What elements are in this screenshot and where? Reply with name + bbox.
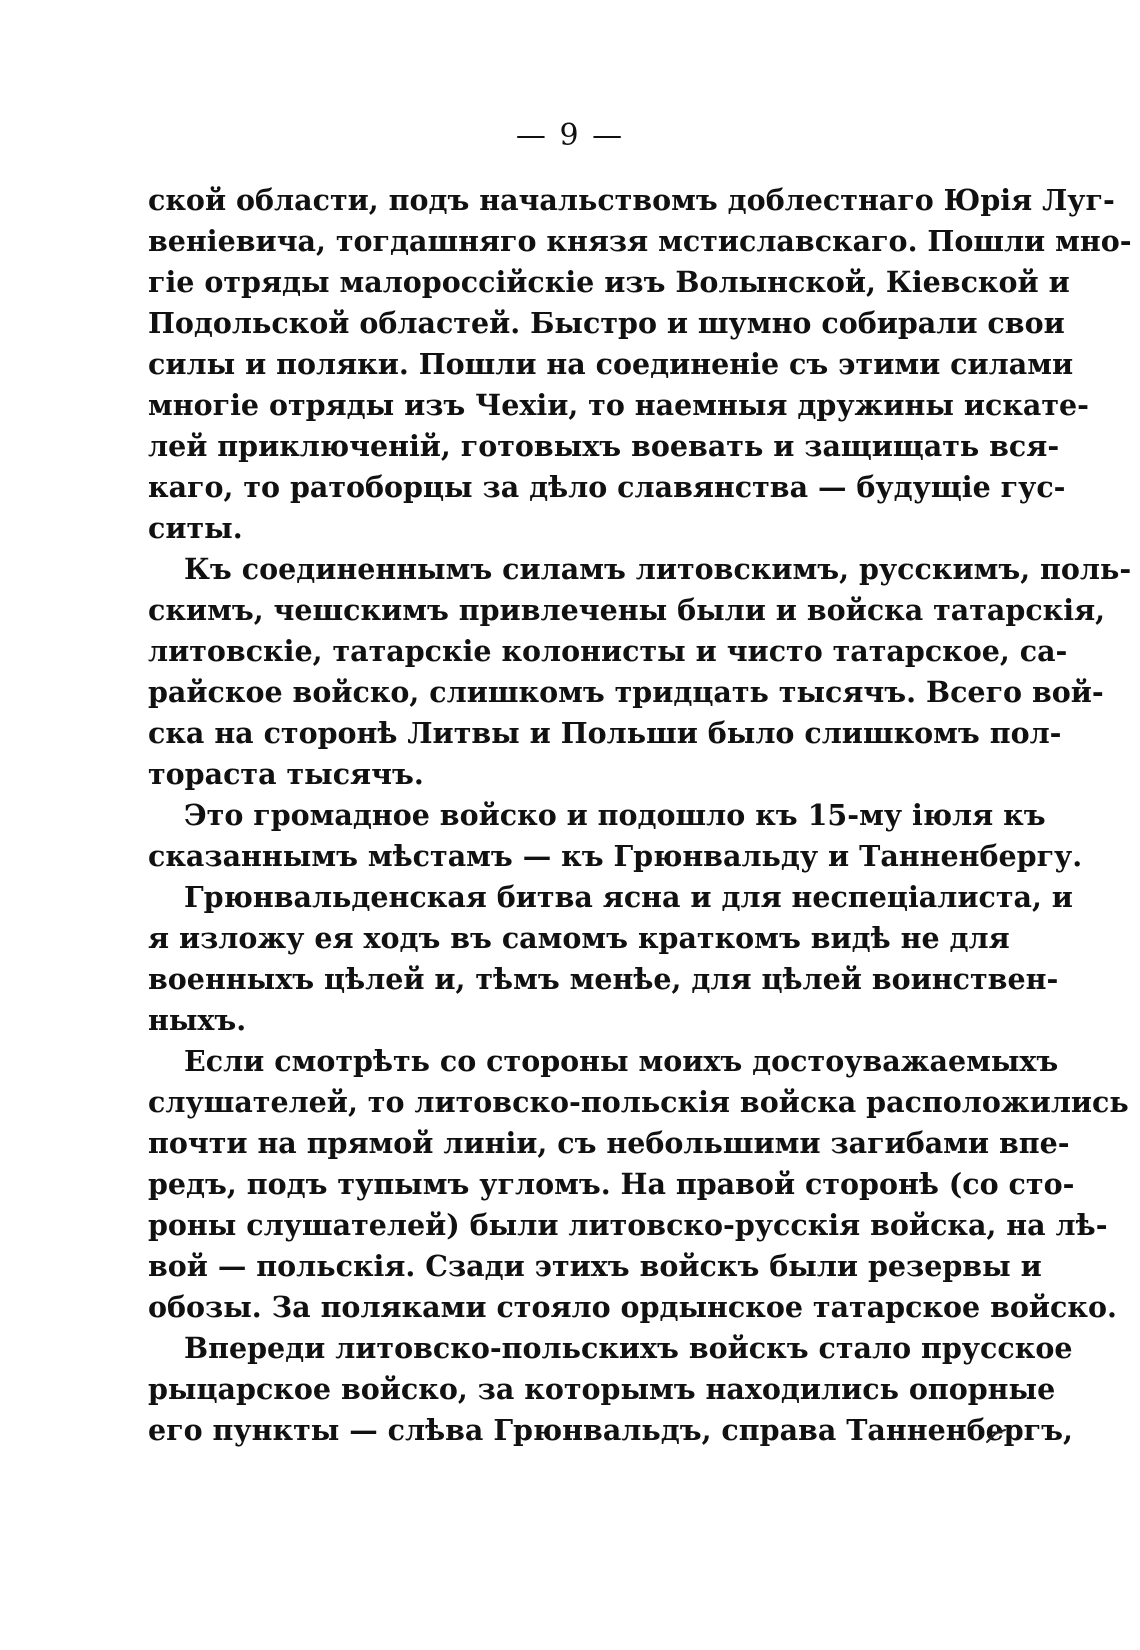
paragraph-4 xyxy=(148,877,1073,1041)
text-line: литовскіе, татарскіе колонисты и чисто татарское, са- xyxy=(148,634,1068,668)
paragraph-3 xyxy=(148,795,1083,877)
paragraph-1 xyxy=(148,180,1132,549)
text-line: вой — польскія. Сзади этихъ войскъ были резервы и xyxy=(148,1249,1042,1283)
text-line: тораста тысячъ. xyxy=(148,757,424,791)
text-line: обозы. За поляками стояло ордынское татарское войско. xyxy=(148,1290,1117,1324)
text-line: Если смотрѣть со стороны моихъ достоуважаемыхъ xyxy=(184,1044,1059,1078)
paragraph-5 xyxy=(148,1041,1129,1328)
text-line: Подольской областей. Быстро и шумно собирали свои xyxy=(148,306,1065,340)
scan-speck-mark xyxy=(985,1428,1009,1444)
text-line: многіе отряды изъ Чехіи, то наемныя дружины искате- xyxy=(148,388,1089,422)
text-line: веніевича, тогдашняго князя мстиславскаго. Пошли мно- xyxy=(148,224,1132,258)
text-line: лей приключеній, готовыхъ воевать и защищать вся- xyxy=(148,429,1060,463)
text-line: слушателей, то литовско-польскія войска расположились xyxy=(148,1085,1129,1119)
text-line: рыцарское войско, за которымъ находились опорные xyxy=(148,1372,1056,1406)
text-line: ска на сторонѣ Литвы и Польши было слишкомъ пол- xyxy=(148,716,1062,750)
body-text xyxy=(148,180,1132,1451)
text-line: почти на прямой линіи, съ небольшими загибами впе- xyxy=(148,1126,1070,1160)
text-line: роны слушателей) были литовско-русскія войска, на лѣ- xyxy=(148,1208,1108,1242)
text-line: ситы. xyxy=(148,511,243,545)
text-line: его пункты — слѣва Грюнвальдъ, справа Танненбергъ, xyxy=(148,1413,1073,1447)
text-line: Къ соединеннымъ силамъ литовскимъ, русскимъ, поль- xyxy=(184,552,1132,586)
paragraph-2 xyxy=(148,549,1132,795)
paragraph-6 xyxy=(148,1328,1073,1451)
text-line: Впереди литовско-польскихъ войскъ стало прусское xyxy=(184,1331,1073,1365)
text-line: гіе отряды малороссійскіе изъ Волынской, Кіевской и xyxy=(148,265,1070,299)
text-line: военныхъ цѣлей и, тѣмъ менѣе, для цѣлей воинствен- xyxy=(148,962,1059,996)
text-line: Грюнвальденская битва ясна и для неспеціалиста, и xyxy=(184,880,1073,914)
text-line: силы и поляки. Пошли на соединеніе съ этими силами xyxy=(148,347,1074,381)
text-line: ской области, подъ начальствомъ доблестнаго Юрія Луг- xyxy=(148,183,1115,217)
text-line: ныхъ. xyxy=(148,1003,247,1037)
text-line: редъ, подъ тупымъ угломъ. На правой сторонѣ (со сто- xyxy=(148,1167,1075,1201)
text-line: каго, то ратоборцы за дѣло славянства — будущіе гус- xyxy=(148,470,1066,504)
text-line: скимъ, чешскимъ привлечены были и войска татарскія, xyxy=(148,593,1106,627)
text-line: Это громадное войско и подошло къ 15-му іюля къ xyxy=(184,798,1046,832)
text-line: сказаннымъ мѣстамъ — къ Грюнвальду и Танненбергу. xyxy=(148,839,1083,873)
text-line: я изложу ея ходъ въ самомъ краткомъ видѣ не для xyxy=(148,921,1010,955)
page-number: — 9 — xyxy=(515,118,625,153)
text-line: райское войско, слишкомъ тридцать тысячъ. Всего вой- xyxy=(148,675,1104,709)
